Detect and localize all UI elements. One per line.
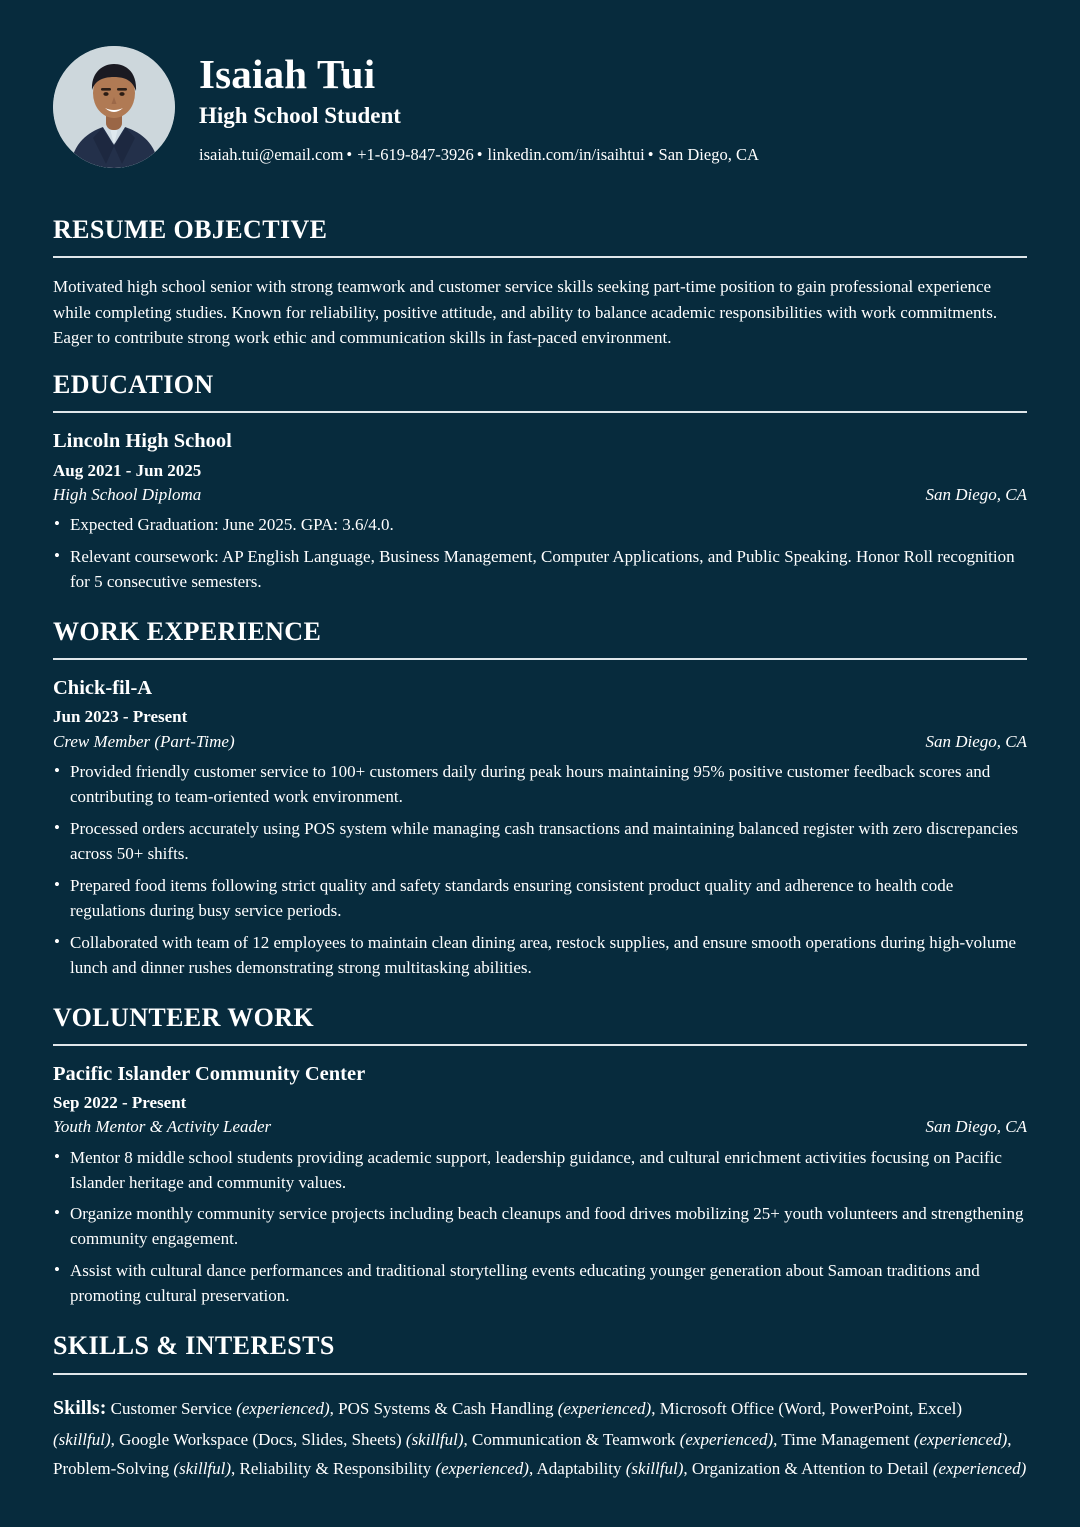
section-divider	[53, 1044, 1027, 1046]
section-education	[53, 369, 1027, 595]
avatar	[53, 46, 175, 168]
education-location: San Diego, CA	[925, 484, 1027, 504]
section-volunteer-work	[53, 1002, 1027, 1310]
job-title: High School Student	[199, 103, 401, 129]
volunteer-entry	[53, 1062, 1027, 1310]
work-entry	[53, 676, 1027, 981]
list-item: • Expected Graduation: June 2025. GPA: 3.6/4.0.	[53, 513, 1027, 538]
skill-level: (experienced)	[236, 1398, 330, 1418]
list-item: • Provided friendly customer service to 100+ customers daily during peak hours maintaining 95% positive customer feedback scores and contributing to team-oriented work environment.	[53, 760, 1027, 810]
profile-photo-icon	[53, 46, 175, 168]
skills-list	[53, 1391, 1027, 1484]
skill-name: Microsoft Office (Word, PowerPoint, Excel)	[655, 1398, 963, 1418]
section-divider	[53, 658, 1027, 660]
section-heading-skills: SKILLS & INTERESTS	[53, 1331, 335, 1361]
skills-label: Skills:	[53, 1396, 107, 1419]
skill-level: (skillful)	[173, 1459, 232, 1479]
list-item: • Prepared food items following strict quality and safety standards ensuring consistent product quality and adherence to health code regulations during busy service periods.	[53, 874, 1027, 924]
skill-level: (experienced)	[557, 1398, 652, 1418]
volunteer-location: San Diego, CA	[925, 1117, 1027, 1137]
skill-separator: ,	[463, 1430, 468, 1449]
skill-separator: ,	[773, 1430, 778, 1449]
section-divider	[53, 1373, 1027, 1375]
skill-separator: ,	[329, 1398, 334, 1418]
spacer	[53, 602, 1027, 616]
skill-name: Communication & Teamwork	[467, 1430, 680, 1449]
section-divider	[53, 411, 1027, 413]
skills-items	[53, 1396, 1027, 1479]
skill-name: Problem-Solving	[53, 1459, 174, 1479]
skill-level: (experienced)	[679, 1430, 774, 1449]
skill-separator: ,	[651, 1398, 656, 1418]
contact-phone[interactable]: +1-619-847-3926	[357, 144, 474, 164]
list-item: • Mentor 8 middle school students providing academic support, leadership guidance, and cultural enrichment activities focusing on Pacific Islander heritage and community values.	[53, 1146, 1027, 1196]
volunteer-role: Youth Mentor & Activity Leader	[53, 1117, 272, 1137]
contact-linkedin[interactable]: linkedin.com/in/isaihtui	[487, 144, 645, 164]
skill-level: (experienced)	[435, 1459, 529, 1479]
volunteer-meta	[53, 1116, 1027, 1138]
contact-line	[199, 144, 1027, 165]
page-title: Isaiah Tui	[199, 51, 376, 97]
contact-separator-1: •	[346, 144, 353, 164]
education-bullets	[53, 513, 1027, 595]
skill-level: (experienced)	[913, 1430, 1008, 1449]
volunteer-organization: Pacific Islander Community Center	[53, 1062, 366, 1085]
section-heading-work: WORK EXPERIENCE	[53, 616, 322, 646]
skill-name: POS Systems & Cash Handling	[333, 1398, 558, 1418]
skill-name: Reliability & Responsibility	[235, 1459, 436, 1479]
education-organization: Lincoln High School	[53, 429, 232, 452]
section-skills	[53, 1330, 1027, 1483]
skill-separator: ,	[231, 1459, 236, 1479]
spacer	[53, 988, 1027, 1002]
skill-separator: ,	[528, 1459, 534, 1479]
skill-level: (skillful)	[625, 1459, 684, 1479]
volunteer-bullets	[53, 1146, 1027, 1310]
section-heading-education: EDUCATION	[53, 369, 214, 399]
work-dates: Jun 2023 - Present	[53, 707, 188, 727]
contact-separator-2: •	[476, 144, 483, 164]
resume-header	[53, 46, 1027, 168]
list-item: • Collaborated with team of 12 employees to maintain clean dining area, restock supplies, and ensure smooth operations during high-volume lunch and dinner rushes demonstrating strong multitasking abilities.	[53, 931, 1027, 981]
work-location: San Diego, CA	[925, 731, 1027, 751]
list-item: • Processed orders accurately using POS system while managing cash transactions and maintaining balanced register with zero discrepancies across 50+ shifts.	[53, 817, 1027, 867]
education-dates: Aug 2021 - Jun 2025	[53, 460, 202, 480]
list-item: • Assist with cultural dance performances and traditional storytelling events educating younger generation about Samoan traditions and promoting cultural preservation.	[53, 1259, 1027, 1309]
spacer	[53, 1316, 1027, 1330]
skill-level: (skillful)	[405, 1430, 464, 1449]
education-role: High School Diploma	[53, 484, 202, 504]
section-heading-objective: RESUME OBJECTIVE	[53, 215, 328, 244]
contact-email[interactable]: isaiah.tui@email.com	[199, 144, 344, 164]
work-meta	[53, 731, 1027, 753]
section-work-experience	[53, 616, 1027, 981]
skill-name: Google Workspace (Docs, Slides, Sheets)	[114, 1430, 406, 1449]
section-heading-volunteer: VOLUNTEER WORK	[53, 1002, 315, 1032]
skill-name: Organization & Attention to Detail	[687, 1459, 933, 1479]
skill-name: Time Management	[777, 1430, 914, 1449]
spacer	[53, 355, 1027, 369]
skill-level: (skillful)	[53, 1430, 111, 1449]
skill-separator: ,	[683, 1459, 688, 1479]
work-role: Crew Member (Part-Time)	[53, 731, 235, 751]
education-meta	[53, 484, 1027, 506]
section-divider	[53, 256, 1027, 258]
skill-separator: ,	[110, 1430, 115, 1449]
education-entry	[53, 429, 1027, 595]
section-objective	[53, 214, 1027, 351]
list-item: • Relevant coursework: AP English Language, Business Management, Computer Applications, and Public Speaking. Honor Roll recognition for 5 consecutive semesters.	[53, 545, 1027, 595]
skill-level: (experienced)	[932, 1459, 1027, 1479]
work-bullets	[53, 760, 1027, 981]
header-text	[199, 46, 1027, 165]
volunteer-dates: Sep 2022 - Present	[53, 1093, 187, 1113]
contact-location: San Diego, CA	[658, 144, 759, 164]
skill-separator: ,	[1007, 1430, 1012, 1449]
skill-name: Adaptability	[533, 1459, 626, 1479]
work-organization: Chick-fil-A	[53, 676, 153, 699]
objective-text: Motivated high school senior with strong teamwork and customer service skills seeking part-time position to gain professional experience while completing studies. Known for reliability, positive attitude, and ability to balance academic responsibilities with work commitments. Eager to contribute strong work ethic and communication skills in fast-paced environment.	[53, 277, 998, 348]
list-item: • Organize monthly community service projects including beach cleanups and food drives mobilizing 25+ youth volunteers and strengthening community engagement.	[53, 1202, 1027, 1252]
skill-name: Customer Service	[110, 1398, 237, 1418]
contact-separator-3: •	[647, 144, 654, 164]
